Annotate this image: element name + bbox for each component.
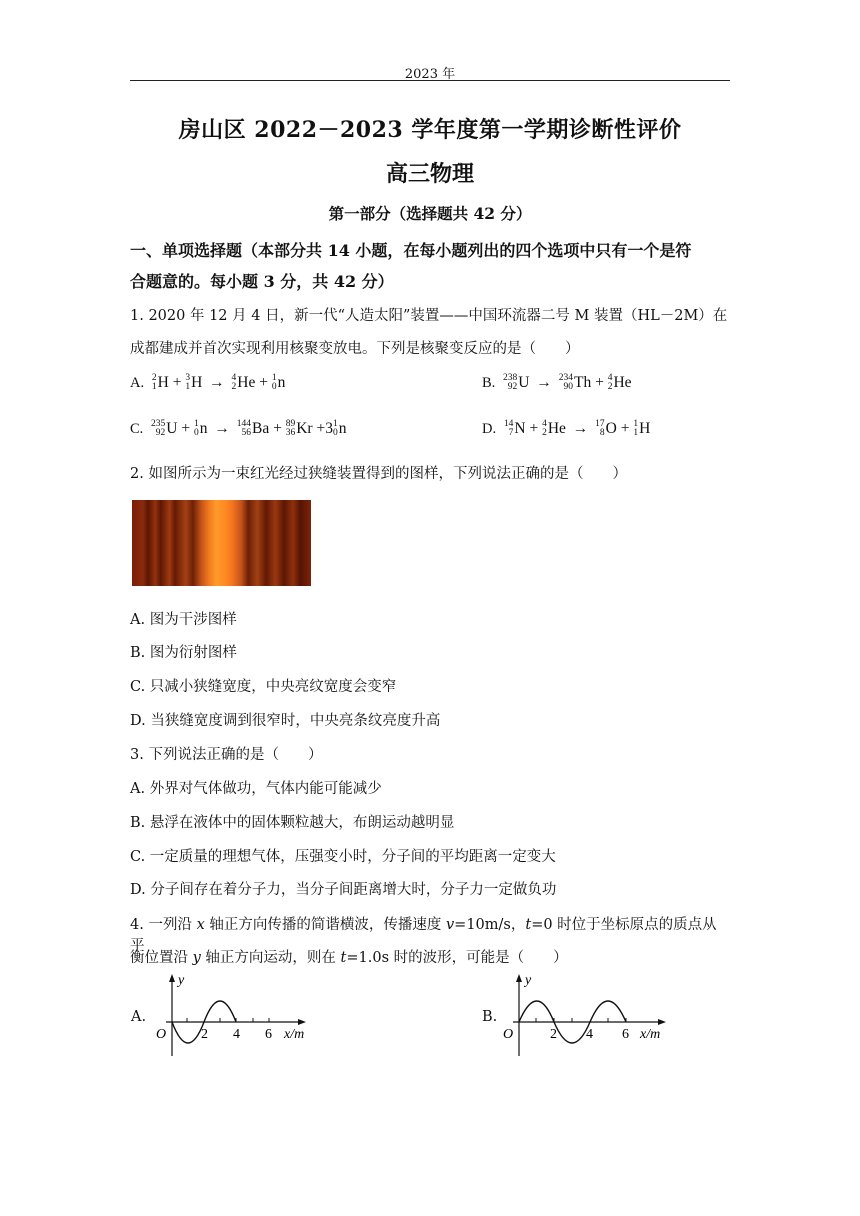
tick-label: 6 (622, 1027, 629, 1042)
option-label: C. (130, 421, 144, 437)
section-heading-line1: 一、单项选择题（本部分共 14 小题，在每小题列出的四个选项中只有一个是符 (130, 241, 692, 260)
q1-option-b: B. 238 92 U → 234 90 Th + 4 2 He (482, 373, 632, 393)
reaction-arrow: → (214, 420, 230, 437)
tick-label: 2 (201, 1027, 208, 1042)
exam-subject: 高三物理 (385, 161, 474, 187)
header-year: 2023 年 (404, 67, 456, 82)
q1-stem-line1: 1. 2020 年 12 月 4 日，新一代“人造太阳”装置——中国环流器二号 M 装置（HL－2M）在 (130, 308, 728, 324)
q3-option-b: B. 悬浮在液体中的固体颗粒越大，布朗运动越明显 (130, 815, 455, 831)
tick-label: 4 (233, 1027, 240, 1042)
q4-stem-line1: 4. 一列沿 x 轴正方向传播的简谐横波，传播速度 v=10m/s，t=0 时位于坐标原点的质点从平 (130, 917, 717, 954)
q2-option-c: C. 只减小狭缝宽度，中央亮纹宽度会变窄 (130, 679, 397, 695)
q3-option-c: C. 一定质量的理想气体，压强变小时，分子间的平均距离一定变大 (130, 849, 556, 865)
x-axis-label: x/m (640, 1027, 661, 1042)
q1-option-a: A. 2 1 H + 3 1 H → 4 2 He + 1 0 n (130, 373, 286, 393)
reaction-arrow: → (209, 374, 225, 391)
origin-label: O (503, 1027, 514, 1042)
y-axis-label: y (525, 973, 532, 988)
q2-option-d: D. 当狭缝宽度调到很窄时，中央亮条纹亮度升高 (130, 713, 441, 729)
q1-option-c: C. 235 92 U + 1 0 n → 144 56 Ba + 89 36 Kr +3 1 0 n (130, 419, 347, 439)
option-label: B. (482, 375, 496, 391)
nuclide-number: 2 1 (151, 373, 157, 393)
exam-title: 房山区 2022－2023 学年度第一学期诊断性评价 (178, 117, 682, 143)
q4-option-b-label: B. (482, 1009, 498, 1025)
reaction-arrow: → (536, 374, 552, 391)
part-heading: 第一部分（选择题共 42 分） (328, 204, 532, 223)
q4-option-a-label: A. (131, 1009, 147, 1025)
q1-stem-line2: 成都建成并首次实现利用核聚变放电。下列是核聚变反应的是（ ） (130, 341, 580, 357)
x-axis-label: x/m (284, 1027, 305, 1042)
reaction-arrow: → (572, 420, 589, 437)
q1-option-d: D. 14 7 N + 4 2 He → 17 8 O + 1 1 H (482, 419, 651, 439)
origin-label: O (156, 1027, 167, 1042)
q3-stem: 3. 下列说法正确的是（ ） (130, 747, 323, 763)
option-label: A. (130, 375, 145, 391)
tick-label: 2 (550, 1027, 557, 1042)
option-label: D. (482, 421, 497, 437)
q2-option-b: B. 图为衍射图样 (130, 645, 237, 661)
q4-graph-a (150, 970, 320, 1060)
q3-option-a: A. 外界对气体做功，气体内能可能减少 (130, 781, 382, 797)
diffraction-pattern-image (132, 500, 311, 586)
tick-label: 6 (265, 1027, 272, 1042)
q4-graph-b (500, 970, 680, 1060)
header-rule (130, 80, 730, 81)
y-axis-label: y (178, 973, 185, 988)
tick-label: 4 (586, 1027, 593, 1042)
section-heading-line2: 合题意的。每小题 3 分，共 42 分） (130, 272, 394, 291)
q2-option-a: A. 图为干涉图样 (130, 612, 237, 628)
q3-option-d: D. 分子间存在着分子力，当分子间距离增大时，分子力一定做负功 (130, 882, 557, 898)
q4-stem-line2: 衡位置沿 y 轴正方向运动，则在 t=1.0s 时的波形，可能是（ ） (130, 950, 568, 966)
q2-stem: 2. 如图所示为一束红光经过狭缝装置得到的图样，下列说法正确的是（ ） (130, 466, 627, 482)
